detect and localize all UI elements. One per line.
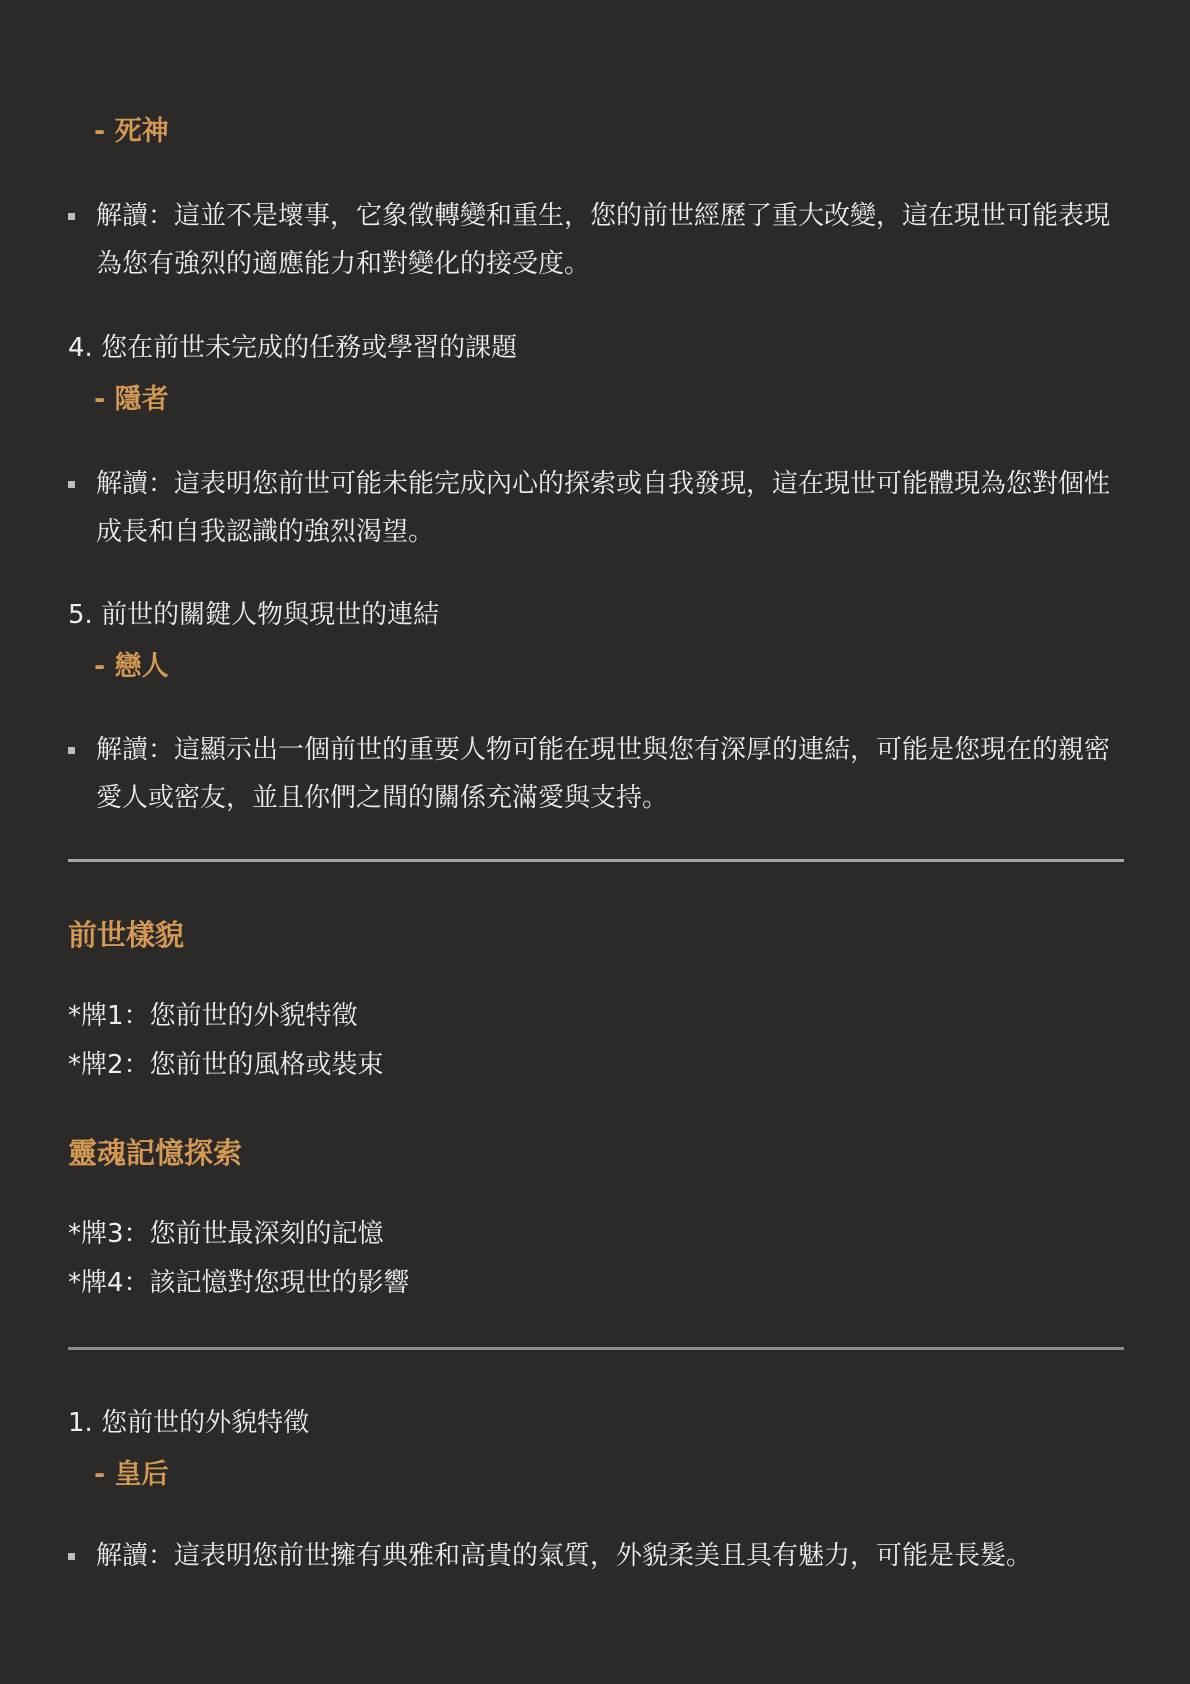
interpretation-item <box>68 726 1124 822</box>
section-title-past-life: 前世樣貌 <box>68 918 185 952</box>
bullet-icon <box>68 747 75 754</box>
bullet-icon <box>68 1553 75 1560</box>
card-label-death: - 死神 <box>94 116 169 147</box>
interpretation-text: 解讀：這並不是壞事，它象徵轉變和重生，您的前世經歷了重大改變，這在現世可能表現為您有強烈的適應能力和對變化的接受度。 <box>96 201 1111 279</box>
interpretation-text: 解讀：這表明您前世擁有典雅和高貴的氣質，外貌柔美且具有魅力，可能是長髮。 <box>96 1541 1033 1571</box>
prompt-card-1: *牌1：您前世的外貌特徵 <box>68 1001 358 1031</box>
question-5: 5. 前世的關鍵人物與現世的連結 <box>68 600 440 630</box>
prompt-card-4: *牌4：該記憶對您現世的影響 <box>68 1268 410 1298</box>
interpretation-text: 解讀：這表明您前世可能未能完成內心的探索或自我發現，這在現世可能體現為您對個性成長和自我認識的強烈渴望。 <box>96 469 1111 547</box>
interpretation-item <box>68 192 1124 288</box>
prompt-card-2: *牌2：您前世的風格或裝束 <box>68 1050 384 1080</box>
interpretation-text: 解讀：這顯示出一個前世的重要人物可能在現世與您有深厚的連結，可能是您現在的親密愛人或密友，並且你們之間的關係充滿愛與支持。 <box>96 735 1111 813</box>
question-1: 1. 您前世的外貌特徵 <box>68 1408 310 1438</box>
section-divider <box>68 859 1124 862</box>
bullet-icon <box>68 213 75 220</box>
section-title-soul-memory: 靈魂記憶探索 <box>68 1136 243 1170</box>
section-divider <box>68 1347 1124 1350</box>
card-label-hermit: - 隱者 <box>94 384 169 415</box>
prompt-card-3: *牌3：您前世最深刻的記憶 <box>68 1219 384 1249</box>
bullet-icon <box>68 481 75 488</box>
card-label-lovers: - 戀人 <box>94 651 169 682</box>
interpretation-item <box>68 1532 1124 1580</box>
card-label-empress: - 皇后 <box>94 1459 169 1490</box>
question-4: 4. 您在前世未完成的任務或學習的課題 <box>68 333 518 363</box>
interpretation-item <box>68 460 1124 556</box>
